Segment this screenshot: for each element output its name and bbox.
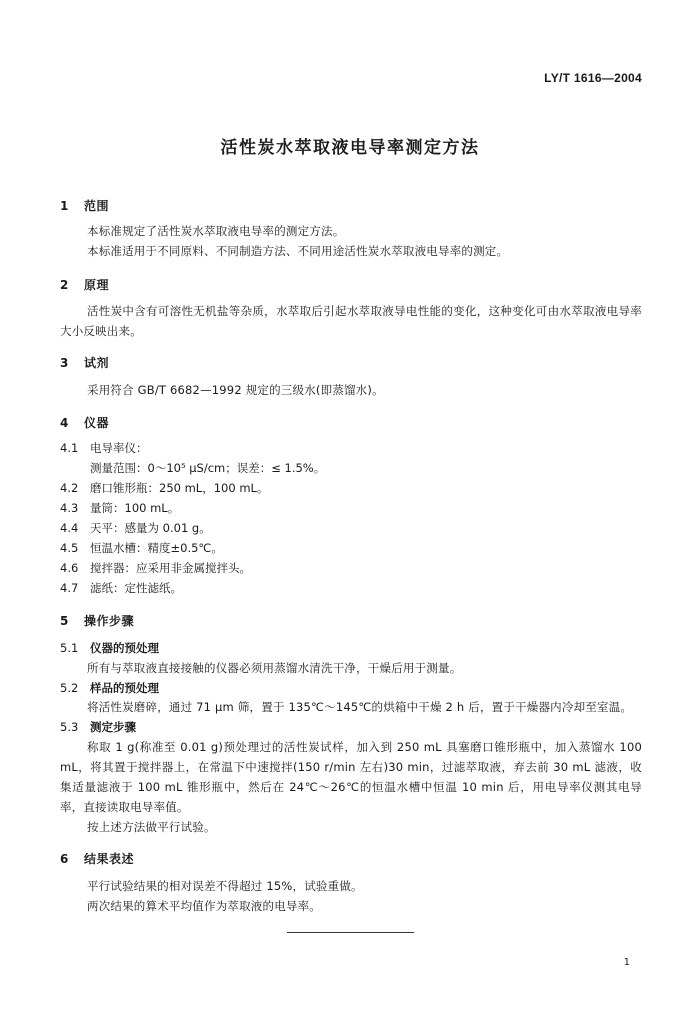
subsection-number: 5.2 [60,681,79,695]
item-number: 4.5 [60,541,79,555]
section-title: 试剂 [84,356,110,370]
section-5-heading [60,612,134,629]
item-text: 电导率仪： [90,441,148,455]
item-number: 4.3 [60,501,79,515]
instrument-item [60,540,223,556]
item-number: 4.6 [60,561,79,575]
page-number: 1 [623,957,630,968]
instrument-item [60,520,211,536]
subsection-number: 5.1 [60,641,79,655]
section-title: 原理 [84,278,110,292]
section-3-para-1: 采用符合 GB/T 6682—1992 规定的三级水(即蒸馏水)。 [87,383,384,397]
section-number: 3 [60,356,69,370]
item-text: 恒温水槽：精度±0.5℃。 [90,541,223,555]
section-number: 5 [60,614,69,628]
section-4-heading [60,414,109,431]
item-number: 4.7 [60,581,79,595]
section-title: 结果表述 [84,852,135,866]
standard-code: LY/T 1616—2004 [544,71,642,85]
section-title: 范围 [84,199,110,213]
instrument-item [60,560,251,576]
instrument-item [60,500,179,516]
subsection-title: 测定步骤 [90,720,136,734]
subsection-5-3-para-1: 称取 1 g(称准至 0.01 g)预处理过的活性炭试样，加入到 250 mL 具塞磨口锥形瓶中，加入蒸馏水 100 mL，将其置于搅拌器上，在常温下中速搅拌(150 r/min 左右)30 min，过滤萃取液，弃去前 30 mL 滤液，收集适量滤液于 100 mL 锥形瓶中，然后在 24℃～26℃的恒温水槽中恒温 10 min 后，用电导率仪测其电导率，直接读取电导率值。 [60,740,642,814]
section-1-heading [60,197,109,214]
section-title: 操作步骤 [84,614,135,628]
subsection-title: 仪器的预处理 [90,641,159,655]
section-6-para-2: 两次结果的算术平均值作为萃取液的电导率。 [87,899,321,913]
section-number: 6 [60,852,69,866]
subsection-5-3-para-2: 按上述方法做平行试验。 [87,820,216,834]
item-text: 搅拌器：应采用非金属搅拌头。 [90,561,251,575]
section-number: 1 [60,199,69,213]
item-text: 量筒：100 mL。 [90,501,180,515]
section-title: 仪器 [84,416,110,430]
footer-rule [287,932,414,933]
instrument-item-detail: 测量范围：0～10⁵ μS/cm；误差：≤ 1.5%。 [90,461,326,475]
section-3-heading [60,354,109,371]
subsection-5-2-heading [60,680,159,696]
section-number: 4 [60,416,69,430]
instrument-item [60,440,148,456]
subsection-5-1-heading [60,640,159,656]
section-6-heading [60,850,134,867]
section-6-para-1: 平行试验结果的相对误差不得超过 15%，试验重做。 [87,879,363,893]
instrument-item [60,480,268,496]
instrument-item [60,580,182,596]
section-1-para-2: 本标准适用于不同原料、不同制造方法、不同用途活性炭水萃取液电导率的测定。 [87,244,509,258]
subsection-5-3-heading [60,719,136,735]
item-number: 4.1 [60,441,79,455]
item-text: 天平：感量为 0.01 g。 [90,521,211,535]
item-text: 磨口锥形瓶：250 mL，100 mL。 [90,481,269,495]
subsection-5-1-para: 所有与萃取液直接接触的仪器必须用蒸馏水清洗干净，干燥后用于测量。 [87,661,462,675]
subsection-5-2-para: 将活性炭磨碎，通过 71 μm 筛，置于 135℃～145℃的烘箱中干燥 2 h 后，置于干燥器内冷却至室温。 [87,700,633,714]
section-1-para-1: 本标准规定了活性炭水萃取液电导率的测定方法。 [87,224,345,238]
subsection-number: 5.3 [60,720,79,734]
subsection-title: 样品的预处理 [90,681,159,695]
item-text: 滤纸：定性滤纸。 [90,581,182,595]
section-number: 2 [60,278,69,292]
item-number: 4.4 [60,521,79,535]
item-number: 4.2 [60,481,79,495]
document-title: 活性炭水萃取液电导率测定方法 [220,138,480,158]
section-2-para-1: 活性炭中含有可溶性无机盐等杂质，水萃取后引起水萃取液导电性能的变化，这种变化可由水萃取液电导率大小反映出来。 [60,304,642,338]
section-2-heading [60,276,109,293]
